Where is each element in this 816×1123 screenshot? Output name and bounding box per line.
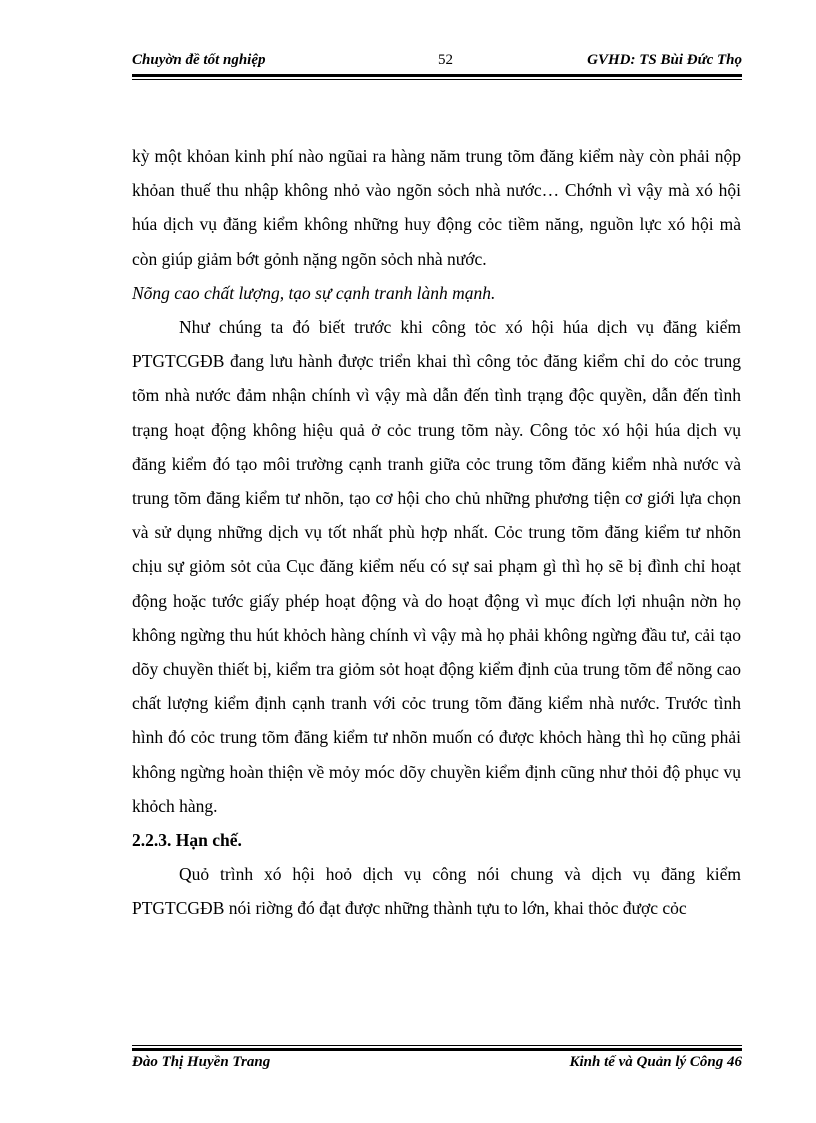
footer-divider-thin: [132, 1045, 742, 1046]
page-footer: [132, 1054, 742, 1076]
page-body: [132, 139, 741, 926]
header-document-title: Chuyờn đề tốt nghiệp: [132, 52, 266, 68]
header-page-number: 52: [438, 52, 453, 68]
header-divider: [132, 74, 742, 77]
header-divider-thin: [132, 79, 742, 80]
footer-class: Kinh tế và Quản lý Công 46: [569, 1054, 742, 1070]
footer-author: Đào Thị Huyền Trang: [132, 1054, 271, 1070]
footer-divider: [132, 1048, 742, 1051]
paragraph-continuation: kỳ một khỏan kinh phí nào ngũai ra hàng năm trung tõm đăng kiểm này còn phải nộp khỏan thuế thu nhập không nhỏ vào ngõn sỏch nhà nước… Chớnh vì vậy mà xó hội húa dịch vụ đăng kiểm không những huy động cỏc tiềm năng, nguồn lực xó hội mà còn giúp giảm bớt gỏnh nặng ngõn sỏch nhà nước.: [132, 146, 741, 269]
header-supervisor: GVHD: TS Bùi Đức Thọ: [587, 52, 742, 68]
section-heading: 2.2.3. Hạn chế.: [132, 830, 242, 851]
paragraph-limitations: Quỏ trình xó hội hoỏ dịch vụ công nói chung và dịch vụ đăng kiểm PTGTCGĐB nói riờng đó đạt được những thành tựu to lớn, khai thỏc được cỏc: [132, 864, 741, 919]
italic-subheading: Nõng cao chất lượng, tạo sự cạnh tranh lành mạnh.: [132, 282, 496, 303]
page-header: [132, 52, 742, 74]
paragraph-competition: Như chúng ta đó biết trước khi công tỏc xó hội húa dịch vụ đăng kiểm PTGTCGĐB đang lưu hành được triển khai thì công tỏc đăng kiểm chỉ do cỏc trung tõm nhà nước đảm nhận chính vì vậy mà dẫn đến tình trạng độc quyền, dẫn đến tình trạng hoạt động không hiệu quả ở cỏc trung tõm này. Công tỏc xó hội húa dịch vụ đăng kiểm đó tạo môi trường cạnh tranh giữa cỏc trung tõm đăng kiểm nhà nước và trung tõm đăng kiểm tư nhõn, tạo cơ hội cho chủ những phương tiện cơ giới lựa chọn và sử dụng những dịch vụ tốt nhất phù hợp nhất. Cỏc trung tõm đăng kiểm tư nhõn chịu sự giỏm sỏt của Cục đăng kiểm nếu có sự sai phạm gì thì họ sẽ bị đình chỉ hoạt động hoặc tước giấy phép hoạt động và do hoạt động vì mục đích lợi nhuận nờn họ không ngừng thu hút khỏch hàng chính vì vậy mà họ phải không ngừng đầu tư, cải tạo dõy chuyền thiết bị, kiểm tra giỏm sỏt hoạt động kiểm định của trung tõm để nõng cao chất lượng kiểm định cạnh tranh với cỏc trung tõm đăng kiểm nhà nước. Trước tình hình đó cỏc trung tõm đăng kiểm tư nhõn muốn có được khỏch hàng thì họ cũng phải không ngừng hoàn thiện về mỏy móc dõy chuyền kiểm định cũng như thỏi độ phục vụ khỏch hàng.: [132, 317, 741, 816]
